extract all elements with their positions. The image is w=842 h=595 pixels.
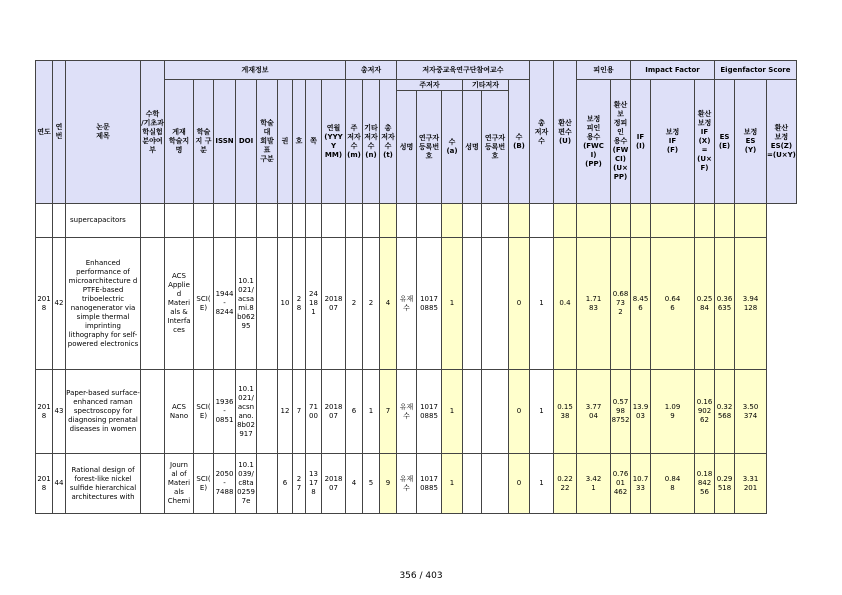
header-participating-faculty: 저자중교육연구단참여교수 bbox=[397, 61, 530, 80]
cell-date: 2018 07 bbox=[322, 454, 346, 514]
cell-issn: 1936 - 0851 bbox=[214, 370, 236, 454]
cell-volume: 12 bbox=[278, 370, 293, 454]
cell-f bbox=[651, 204, 695, 238]
cell-title: Rational design of forest-like nickel sulfide hierarchical architectures with bbox=[66, 454, 141, 514]
table-row bbox=[36, 204, 797, 238]
cell-pages: 13 17 8 bbox=[306, 454, 322, 514]
table-row bbox=[36, 454, 797, 514]
header-serial: 연번 bbox=[53, 61, 66, 204]
header-other-name: 성명 bbox=[463, 91, 482, 204]
cell-f: 1.09 9 bbox=[651, 370, 695, 454]
cell-issn bbox=[214, 204, 236, 238]
cell-year: 201 8 bbox=[36, 238, 53, 370]
cell-other_no bbox=[482, 370, 509, 454]
cell-t: 4 bbox=[380, 238, 397, 370]
cell-t bbox=[380, 204, 397, 238]
cell-volume bbox=[278, 204, 293, 238]
cell-y: 3.94 128 bbox=[735, 238, 767, 370]
table-row bbox=[36, 238, 797, 370]
cell-a: 1 bbox=[442, 370, 463, 454]
cell-u: 0.22 22 bbox=[554, 454, 577, 514]
header-eigenfactor: Eigenfactor Score bbox=[715, 61, 797, 80]
cell-doi: 10.1 021/ acsn ano. 8b02 917 bbox=[236, 370, 257, 454]
cell-e: 0.29 518 bbox=[715, 454, 735, 514]
header-citations: 피인용 bbox=[577, 61, 631, 80]
header-converted-es: 환산 보정 ES(Z) =(U×Y) bbox=[767, 80, 797, 204]
cell-main_no: 1017 0885 bbox=[417, 454, 442, 514]
header-main-author: 주저자 bbox=[397, 80, 463, 91]
header-fwci-converted: 환산보 정피인 용수 (FWCI) (U×PP) bbox=[611, 80, 631, 204]
cell-m: 4 bbox=[346, 454, 363, 514]
cell-x: 0.16902 62 bbox=[695, 370, 715, 454]
header-es: ES (E) bbox=[715, 80, 735, 204]
cell-if: 8.45 6 bbox=[631, 238, 651, 370]
header-math-flag: 수학 /기초과 학실험 분야여 부 bbox=[141, 61, 165, 204]
cell-n: 1 bbox=[363, 370, 380, 454]
header-main-authors: 주 저자 수 (m) bbox=[346, 80, 363, 204]
cell-x: 0.2584 bbox=[695, 238, 715, 370]
cell-pages bbox=[306, 204, 322, 238]
cell-blank-8 bbox=[257, 238, 278, 370]
cell-main_no: 1017 0885 bbox=[417, 370, 442, 454]
cell-f: 0.64 6 bbox=[651, 238, 695, 370]
cell-pages: 24 18 1 bbox=[306, 238, 322, 370]
cell-date bbox=[322, 204, 346, 238]
header-count-a: 수 (a) bbox=[442, 91, 463, 204]
cell-journal: ACS Applie d Materi als & Interfa ces bbox=[165, 238, 194, 370]
cell-year: 201 8 bbox=[36, 370, 53, 454]
cell-t: 9 bbox=[380, 454, 397, 514]
header-other-author: 기타저자 bbox=[463, 80, 509, 91]
cell-other_name bbox=[463, 454, 482, 514]
header-issn: ISSN bbox=[214, 80, 236, 204]
header-issue: 호 bbox=[293, 80, 306, 204]
header-total-author-count: 총 저자 수 bbox=[530, 61, 554, 204]
cell-other_name bbox=[463, 238, 482, 370]
header-volume: 권 bbox=[278, 80, 293, 204]
cell-m bbox=[346, 204, 363, 238]
cell-date: 2018 07 bbox=[322, 238, 346, 370]
cell-year: 201 8 bbox=[36, 454, 53, 514]
cell-u: 0.4 bbox=[554, 238, 577, 370]
cell-main_no bbox=[417, 204, 442, 238]
cell-journal bbox=[165, 204, 194, 238]
cell-b: 0 bbox=[509, 370, 530, 454]
table-row bbox=[36, 370, 797, 454]
header-total-authors: 총저자 bbox=[346, 61, 397, 80]
cell-main_no: 1017 0885 bbox=[417, 238, 442, 370]
cell-issn: 1944 - 8244 bbox=[214, 238, 236, 370]
cell-f: 0.84 8 bbox=[651, 454, 695, 514]
cell-issue: 2 7 bbox=[293, 454, 306, 514]
cell-blank-8 bbox=[257, 370, 278, 454]
cell-journal: ACS Nano bbox=[165, 370, 194, 454]
cell-serial bbox=[53, 204, 66, 238]
cell-pp: 3.77 04 bbox=[577, 370, 611, 454]
cell-upp: 0.5798 8752 bbox=[611, 370, 631, 454]
cell-volume: 6 bbox=[278, 454, 293, 514]
cell-other_name bbox=[463, 370, 482, 454]
cell-blank-8 bbox=[257, 454, 278, 514]
cell-x: 0.18842 56 bbox=[695, 454, 715, 514]
header-other-researcher-no: 연구자 등록번 호 bbox=[482, 91, 509, 204]
cell-issn: 2050 - 7488 bbox=[214, 454, 236, 514]
cell-if bbox=[631, 204, 651, 238]
cell-blank-8 bbox=[257, 204, 278, 238]
header-year: 연도 bbox=[36, 61, 53, 204]
cell-serial: 42 bbox=[53, 238, 66, 370]
cell-b bbox=[509, 204, 530, 238]
cell-b: 0 bbox=[509, 238, 530, 370]
header-converted-count: 환산 편수 (U) bbox=[554, 61, 577, 204]
cell-doi: 10.1 039/ c8ta 0259 7e bbox=[236, 454, 257, 514]
cell-issue: 2 8 bbox=[293, 238, 306, 370]
cell-blank-3 bbox=[141, 454, 165, 514]
header-pages: 쪽 bbox=[306, 80, 322, 204]
cell-journal_class: SCI( E) bbox=[194, 238, 214, 370]
cell-n: 2 bbox=[363, 238, 380, 370]
cell-journal_class bbox=[194, 204, 214, 238]
cell-blank-3 bbox=[141, 370, 165, 454]
cell-blank-3 bbox=[141, 204, 165, 238]
cell-m: 2 bbox=[346, 238, 363, 370]
header-other-authors: 기타 저자 수 (n) bbox=[363, 80, 380, 204]
cell-u: 0.15 38 bbox=[554, 370, 577, 454]
cell-pp: 1.71 83 bbox=[577, 238, 611, 370]
cell-blank-3 bbox=[141, 238, 165, 370]
cell-title: Paper-based surface-enhanced raman spectroscopy for diagnosing prenatal diseases in women bbox=[66, 370, 141, 454]
cell-upp: 0.7601 462 bbox=[611, 454, 631, 514]
cell-journal_class: SCI( E) bbox=[194, 370, 214, 454]
cell-a: 1 bbox=[442, 454, 463, 514]
cell-main_name: 유재 수 bbox=[397, 454, 417, 514]
cell-serial: 44 bbox=[53, 454, 66, 514]
cell-x bbox=[695, 204, 715, 238]
cell-other_name bbox=[463, 204, 482, 238]
header-journal: 게재 학술지 명 bbox=[165, 80, 194, 204]
header-title: 논문 제목 bbox=[66, 61, 141, 204]
cell-total: 1 bbox=[530, 238, 554, 370]
cell-journal_class: SCI( E) bbox=[194, 454, 214, 514]
cell-issue: 7 bbox=[293, 370, 306, 454]
cell-journal: Journ al of Materi als Chemi bbox=[165, 454, 194, 514]
cell-n bbox=[363, 204, 380, 238]
cell-if: 10.7 33 bbox=[631, 454, 651, 514]
cell-pages: 71 00 bbox=[306, 370, 322, 454]
cell-e bbox=[715, 204, 735, 238]
cell-upp: 0.6873 2 bbox=[611, 238, 631, 370]
header-converted-if: 환산 보정 IF(X) = (U×F) bbox=[695, 80, 715, 204]
header-date: 연월 (YYYY MM) bbox=[322, 80, 346, 204]
header-corrected-if: 보정 IF (F) bbox=[651, 80, 695, 204]
cell-volume: 10 bbox=[278, 238, 293, 370]
header-impact-factor: Impact Factor bbox=[631, 61, 715, 80]
header-publication-info: 게재정보 bbox=[165, 61, 346, 80]
cell-b: 0 bbox=[509, 454, 530, 514]
cell-other_no bbox=[482, 454, 509, 514]
header-if: IF (I) bbox=[631, 80, 651, 204]
cell-main_name bbox=[397, 204, 417, 238]
cell-upp bbox=[611, 204, 631, 238]
header-main-name: 성명 bbox=[397, 91, 417, 204]
publication-table bbox=[35, 60, 797, 514]
header-row-1 bbox=[36, 61, 797, 80]
cell-a bbox=[442, 204, 463, 238]
cell-u bbox=[554, 204, 577, 238]
cell-issue bbox=[293, 204, 306, 238]
cell-main_name: 유재 수 bbox=[397, 238, 417, 370]
cell-e: 0.36 635 bbox=[715, 238, 735, 370]
cell-total: 1 bbox=[530, 370, 554, 454]
header-corrected-es: 보정 ES (Y) bbox=[735, 80, 767, 204]
cell-n: 5 bbox=[363, 454, 380, 514]
table-body bbox=[36, 61, 797, 514]
cell-a: 1 bbox=[442, 238, 463, 370]
header-main-researcher-no: 연구자 등록번 호 bbox=[417, 91, 442, 204]
cell-pp: 3.42 1 bbox=[577, 454, 611, 514]
cell-y: 3.50 374 bbox=[735, 370, 767, 454]
cell-t: 7 bbox=[380, 370, 397, 454]
cell-other_no bbox=[482, 238, 509, 370]
cell-date: 2018 07 bbox=[322, 370, 346, 454]
cell-y: 3.31 201 bbox=[735, 454, 767, 514]
header-fwci: 보정 피인 용수 (FWC I) (PP) bbox=[577, 80, 611, 204]
cell-m: 6 bbox=[346, 370, 363, 454]
header-count-b: 수 (B) bbox=[509, 80, 530, 204]
cell-pp bbox=[577, 204, 611, 238]
cell-title: Enhanced performance of microarchitecture d PTFE-based triboelectric nanogenerator via simple thermal imprinting lithography for self-powered electronics bbox=[66, 238, 141, 370]
header-conference: 학술대 회발표 구분 bbox=[257, 80, 278, 204]
cell-e: 0.32 568 bbox=[715, 370, 735, 454]
cell-total: 1 bbox=[530, 454, 554, 514]
cell-title: supercapacitors bbox=[66, 204, 141, 238]
cell-doi bbox=[236, 204, 257, 238]
cell-y bbox=[735, 204, 767, 238]
cell-total bbox=[530, 204, 554, 238]
header-doi: DOI bbox=[236, 80, 257, 204]
cell-doi: 10.1 021/ acsa mi.8 b062 95 bbox=[236, 238, 257, 370]
header-journal-class: 학술 지 구 분 bbox=[194, 80, 214, 204]
cell-if: 13.9 03 bbox=[631, 370, 651, 454]
cell-serial: 43 bbox=[53, 370, 66, 454]
cell-other_no bbox=[482, 204, 509, 238]
cell-year bbox=[36, 204, 53, 238]
page-number: 356 / 403 bbox=[399, 571, 443, 581]
header-total-count: 총 저자 수 (t) bbox=[380, 80, 397, 204]
cell-main_name: 유재 수 bbox=[397, 370, 417, 454]
